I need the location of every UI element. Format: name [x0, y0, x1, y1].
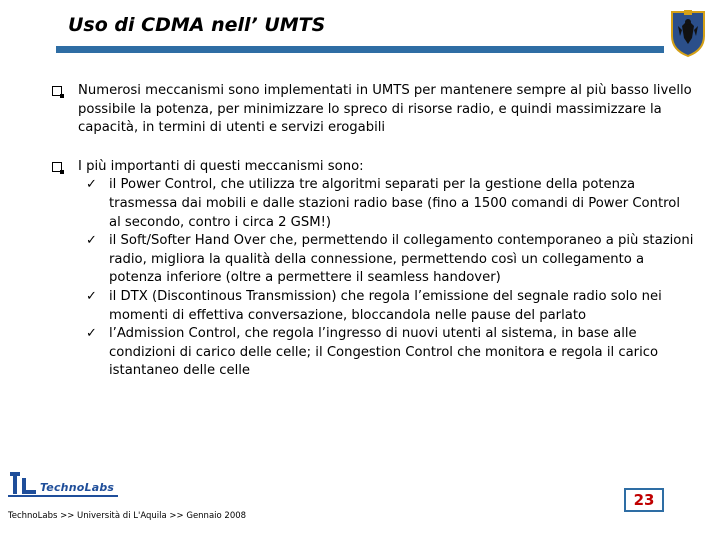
- bullet-item: [44, 158, 694, 177]
- square-bullet-icon: [52, 162, 62, 172]
- sub-bullet-item: [44, 288, 694, 325]
- sub-bullet-item: [44, 232, 694, 288]
- checkmark-icon: ✓: [86, 233, 97, 249]
- sub-bullet-list: [44, 176, 694, 381]
- bullet-item: [44, 82, 694, 138]
- sub-bullet-item: [44, 176, 694, 232]
- square-bullet-icon: [52, 86, 62, 96]
- technolabs-logo-text: TechnoLabs: [40, 481, 115, 494]
- sub-bullet-text: il DTX (Discontinous Transmission) che regola l’emissione del segnale radio solo nei momenti di effettiva conversazione, bloccandola nelle pause del parlato: [109, 288, 662, 323]
- page-number: 23: [624, 488, 664, 512]
- sub-bullet-text: il Soft/Softer Hand Over che, permettendo il collegamento contemporaneo a più stazioni radio, migliora la qualità della connessione, permettendo così un collegamento a potenza inferiore (oltre a permettere il seamless handover): [109, 233, 694, 286]
- checkmark-icon: ✓: [86, 177, 97, 193]
- footer-text: TechnoLabs >> Università di L'Aquila >> Gennaio 2008: [8, 511, 247, 521]
- bullet-text: Numerosi meccanismi sono implementati in UMTS per mantenere sempre al più basso livello possibile la potenza, per minimizzare lo spreco di risorse radio, e quindi massimizzare la capacità, in termini di utenti e servizi erogabili: [78, 83, 692, 136]
- bullet-text: I più importanti di questi meccanismi sono:: [78, 158, 364, 174]
- sub-bullet-text: l’Admission Control, che regola l’ingresso di nuovi utenti al sistema, in base alle condizioni di carico delle celle; il Congestion Control che monitora e regola il carico istantaneo delle celle: [109, 326, 659, 379]
- sub-bullet-text: il Power Control, che utilizza tre algoritmi separati per la gestione della potenza trasmessa dai mobili e dalle stazioni radio base (fino a 1500 comandi di Power Control al secondo, contro i circa 2 GSM!): [109, 177, 680, 230]
- sub-bullet-item: [44, 325, 694, 381]
- checkmark-icon: ✓: [86, 288, 97, 304]
- slide-title: Uso di CDMA nell’ UMTS: [68, 14, 326, 36]
- university-crest-icon: [668, 8, 708, 58]
- title-divider-bar: [56, 46, 664, 53]
- checkmark-icon: ✓: [86, 326, 97, 342]
- slide-body: [44, 82, 694, 381]
